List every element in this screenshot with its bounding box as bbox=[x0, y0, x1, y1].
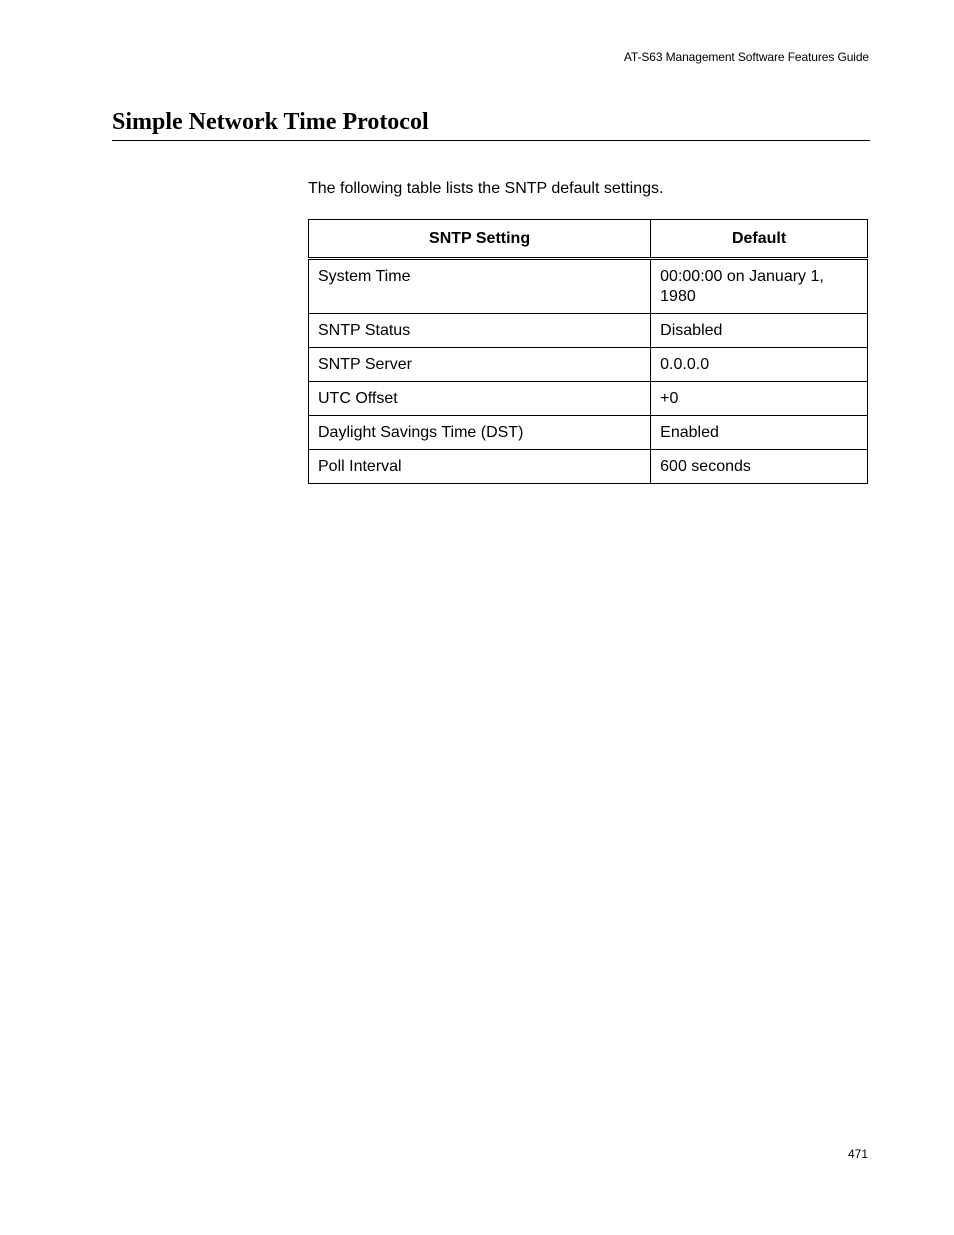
table-row bbox=[309, 450, 868, 484]
table-row bbox=[309, 382, 868, 416]
table-row bbox=[309, 259, 868, 314]
running-header: AT-S63 Management Software Features Guide bbox=[623, 50, 869, 64]
table-row bbox=[309, 416, 868, 450]
default-cell: 00:00:00 on January 1, 1980 bbox=[651, 259, 868, 314]
title-rule bbox=[112, 140, 870, 141]
setting-cell: SNTP Server bbox=[309, 348, 651, 382]
table-header-row bbox=[309, 220, 868, 259]
column-header-setting: SNTP Setting bbox=[309, 220, 651, 259]
intro-paragraph: The following table lists the SNTP default settings. bbox=[308, 180, 664, 197]
default-cell: Enabled bbox=[651, 416, 868, 450]
setting-cell: UTC Offset bbox=[309, 382, 651, 416]
column-header-default: Default bbox=[651, 220, 868, 259]
setting-cell: Poll Interval bbox=[309, 450, 651, 484]
default-cell: 600 seconds bbox=[651, 450, 868, 484]
default-cell: 0.0.0.0 bbox=[651, 348, 868, 382]
default-cell: Disabled bbox=[651, 314, 868, 348]
section-title: Simple Network Time Protocol bbox=[112, 109, 429, 135]
sntp-defaults-table bbox=[308, 219, 868, 484]
table-row bbox=[309, 314, 868, 348]
table-row bbox=[309, 348, 868, 382]
setting-cell: Daylight Savings Time (DST) bbox=[309, 416, 651, 450]
setting-cell: SNTP Status bbox=[309, 314, 651, 348]
setting-cell: System Time bbox=[309, 259, 651, 314]
default-cell: +0 bbox=[651, 382, 868, 416]
page-number: 471 bbox=[847, 1147, 868, 1161]
